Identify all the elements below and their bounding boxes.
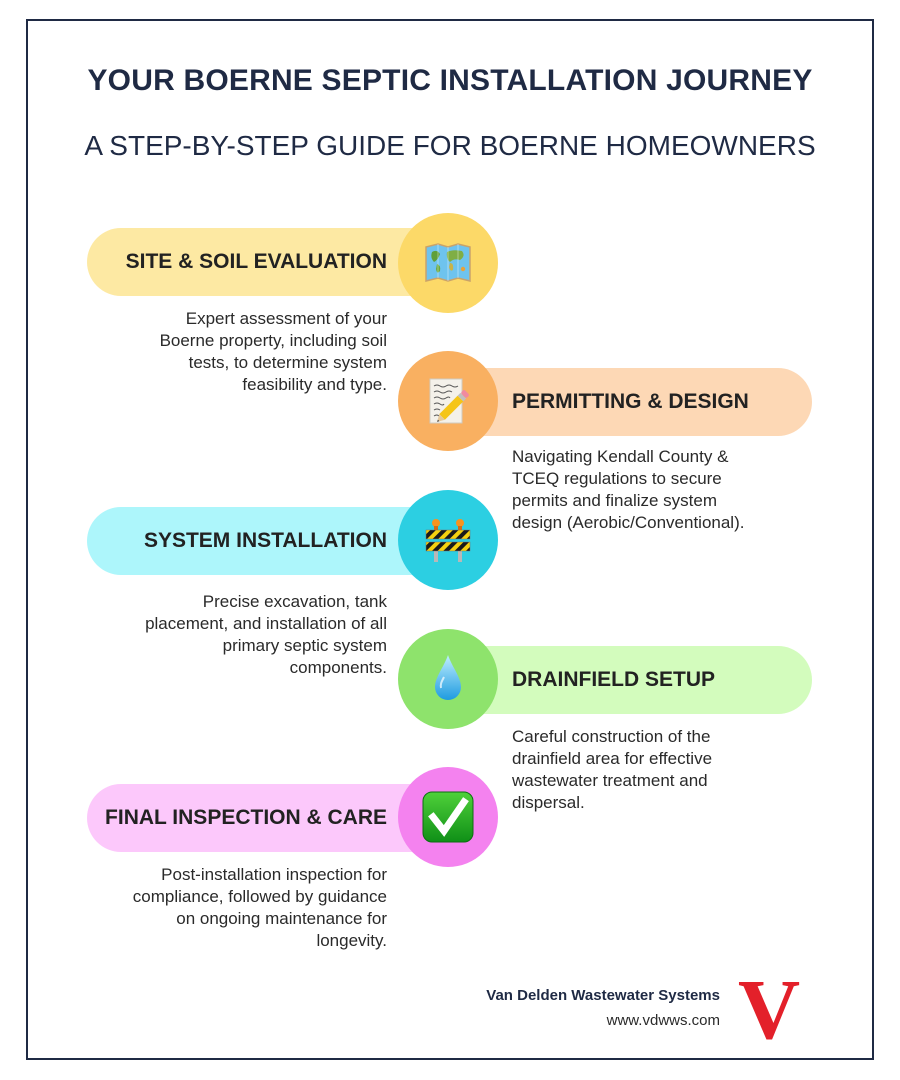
step-1-description: Expert assessment of your Boerne property, including soil tests, to determine system feasibility and type. — [159, 309, 387, 394]
step-2-description: Navigating Kendall County & TCEQ regulations to secure permits and finalize system design (Aerobic/Conventional). — [512, 447, 745, 532]
page-title: YOUR BOERNE SEPTIC INSTALLATION JOURNEY — [87, 64, 813, 97]
check-mark-button-icon — [420, 789, 476, 845]
step-5-icon-circle — [398, 767, 498, 867]
step-4-title: DRAINFIELD SETUP — [512, 668, 716, 691]
company-name: Van Delden Wastewater Systems — [486, 987, 720, 1004]
step-4-description: Careful construction of the drainfield area for effective wastewater treatment and dispersal. — [512, 727, 713, 812]
step-5-title: FINAL INSPECTION & CARE — [105, 806, 387, 829]
step-1-title: SITE & SOIL EVALUATION — [125, 250, 387, 273]
step-4-icon-circle — [398, 629, 498, 729]
company-website-link[interactable]: www.vdwws.com — [606, 1012, 720, 1029]
step-3-icon-circle — [398, 490, 498, 590]
world-map-icon — [420, 235, 476, 291]
step-3-title: SYSTEM INSTALLATION — [143, 529, 387, 552]
step-5-description: Post-installation inspection for compliance, followed by guidance on ongoing maintenance for longevity. — [132, 865, 387, 950]
company-logo: V — [738, 961, 801, 1057]
memo-pencil-icon — [420, 373, 476, 429]
step-3-description: Precise excavation, tank placement, and installation of all primary septic system components. — [145, 592, 387, 677]
step-2-title: PERMITTING & DESIGN — [512, 390, 749, 413]
step-1-icon-circle — [398, 213, 498, 313]
page-subtitle: A STEP-BY-STEP GUIDE FOR BOERNE HOMEOWNERS — [84, 130, 816, 161]
construction-barrier-icon — [420, 512, 476, 568]
step-2-icon-circle — [398, 351, 498, 451]
water-droplet-icon — [420, 651, 476, 707]
